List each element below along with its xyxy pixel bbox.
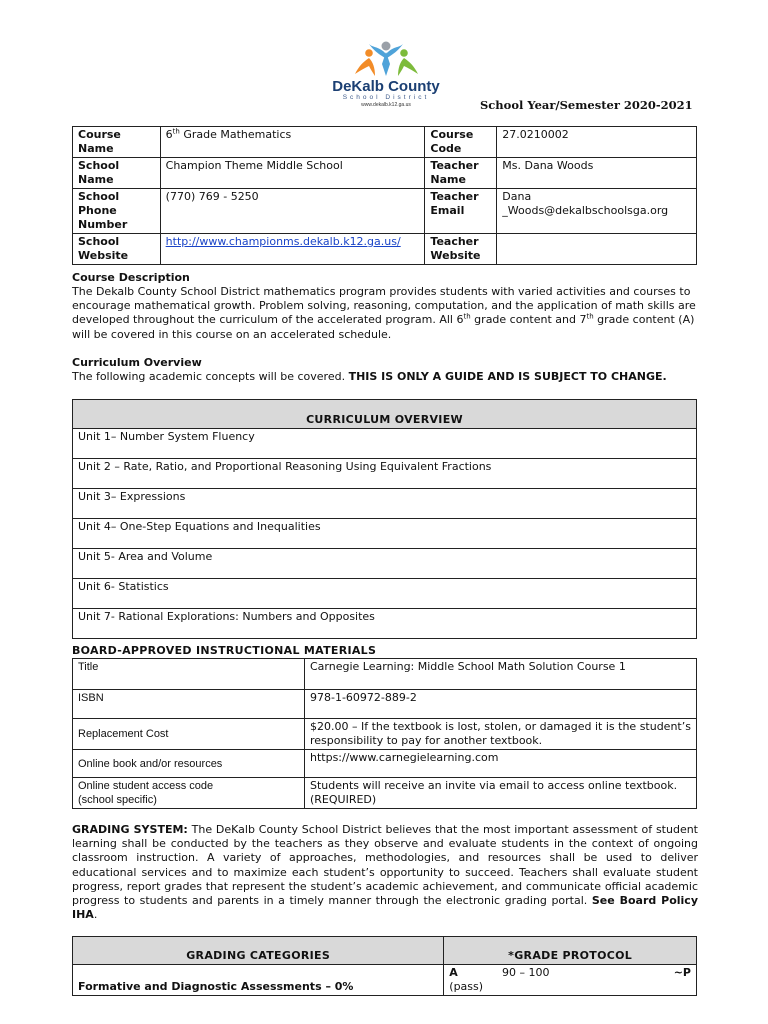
unit-2: Unit 2 – Rate, Ratio, and Proportional Reasoning Using Equivalent Fractions <box>73 459 697 489</box>
table-row <box>73 429 697 459</box>
grading-policy: See Board Policy IHA <box>72 894 698 922</box>
grading-categories-header: GRADING CATEGORIES <box>73 937 444 965</box>
materials-isbn-label: ISBN <box>73 690 305 719</box>
logo-subtitle: School District <box>342 94 430 101</box>
unit-4: Unit 4– One-Step Equations and Inequalities <box>73 519 697 549</box>
table-row <box>73 459 697 489</box>
logo-url: www.dekalb.k12.ga.us <box>361 102 411 108</box>
course-code-value: 27.0210002 <box>497 127 697 158</box>
table-row <box>73 609 697 639</box>
table-row <box>73 234 697 265</box>
grade-note: (pass) <box>449 980 484 993</box>
grading-lead: GRADING SYSTEM: <box>72 823 188 836</box>
district-logo-icon <box>341 40 431 78</box>
curriculum-table-header: CURRICULUM OVERVIEW <box>73 400 697 429</box>
course-description-heading: Course Description <box>72 271 190 284</box>
course-description-c: grade content (A) will be covered in this course on an accelerated schedule. <box>72 313 695 341</box>
school-name-label: School Name <box>73 158 161 189</box>
course-name-post: Grade Mathematics <box>179 128 292 141</box>
school-phone-value: (770) 769 - 5250 <box>160 189 425 234</box>
unit-1: Unit 1– Number System Fluency <box>73 429 697 459</box>
teacher-email-line2: _Woods@dekalbschoolsga.org <box>502 204 669 217</box>
materials-cost-value: $20.00 – If the textbook is lost, stolen, or damaged it is the student’s responsibility to pay for another textbook. <box>305 719 697 750</box>
course-description-a: The Dekalb County School District mathematics program provides students with varied activities and courses to encourage mathematical growth. Problem solving, reasoning, computation, and the application of math skills are developed throughout the curriculum of the accelerated program. All 6 <box>72 285 696 327</box>
table-row <box>73 750 697 778</box>
grading-category-formative: Formative and Diagnostic Assessments – 0% <box>73 965 444 996</box>
teacher-website-label: Teacher Website <box>425 234 497 265</box>
grade-letter: A <box>449 966 458 979</box>
school-website-label: School Website <box>73 234 161 265</box>
course-name-label: Course Name <box>73 127 161 158</box>
table-row <box>73 189 697 234</box>
table-row <box>73 579 697 609</box>
materials-title-value: Carnegie Learning: Middle School Math Solution Course 1 <box>305 659 697 690</box>
materials-heading: BOARD-APPROVED INSTRUCTIONAL MATERIALS <box>72 644 377 657</box>
table-header-row <box>73 937 697 965</box>
grade-protocol-header: *GRADE PROTOCOL <box>444 937 697 965</box>
table-row <box>73 719 697 750</box>
teacher-email-label: Teacher Email <box>425 189 497 234</box>
materials-online-value: https://www.carnegielearning.com <box>305 750 697 778</box>
curriculum-table <box>72 399 697 639</box>
teacher-website-value <box>497 234 697 265</box>
materials-title-label: Title <box>73 659 305 690</box>
grading-end: . <box>93 908 98 922</box>
curriculum-overview-intro <box>72 370 698 384</box>
school-year: School Year/Semester 2020-2021 <box>480 98 693 112</box>
curriculum-intro-text: The following academic concepts will be covered. <box>72 370 349 383</box>
grade-mark: ~P <box>673 966 691 979</box>
materials-table <box>72 658 697 809</box>
course-code-label: Course Code <box>425 127 497 158</box>
table-row <box>73 158 697 189</box>
course-description-b: grade content and 7 <box>470 313 587 327</box>
unit-6: Unit 6- Statistics <box>73 579 697 609</box>
district-logo <box>330 40 442 120</box>
unit-7: Unit 7- Rational Explorations: Numbers and Opposites <box>73 609 697 639</box>
materials-isbn-value: 978-1-60972-889-2 <box>305 690 697 719</box>
course-name-value <box>160 127 425 158</box>
table-row <box>73 549 697 579</box>
grading-body: The DeKalb County School District believes that the most important assessment of student learning shall be conducted by the teachers as they observe and evaluate students in the context of ongoing classroom instruction. A variety of approaches, methodologies, and resources shall be used to deliver educational services and to maximize each student’s opportunity to succeed. Teachers shall evaluate student progress, report grades that represent the student’s academic achievement, and communicate official academic progress to students and parents in a timely manner through the electronic grading portal. <box>72 823 698 908</box>
school-website-cell <box>160 234 425 265</box>
materials-access-value: Students will receive an invite via email to access online textbook. (REQUIRED) <box>305 778 697 809</box>
course-name-sup: th <box>172 127 180 136</box>
course-description-sup-b: th <box>586 312 594 321</box>
table-row <box>73 127 697 158</box>
grade-protocol-a <box>444 965 697 996</box>
course-info-table <box>72 126 697 265</box>
table-row <box>73 778 697 809</box>
table-row <box>73 519 697 549</box>
materials-access-label-1: Online student access code <box>78 780 214 792</box>
table-row <box>73 965 697 996</box>
grading-system-text <box>72 823 698 922</box>
school-name-value: Champion Theme Middle School <box>160 158 425 189</box>
materials-cost-label: Replacement Cost <box>73 719 305 750</box>
logo-title: DeKalb County <box>332 78 440 95</box>
materials-online-label: Online book and/or resources <box>73 750 305 778</box>
teacher-name-label: Teacher Name <box>425 158 497 189</box>
curriculum-intro-bold: THIS IS ONLY A GUIDE AND IS SUBJECT TO CHANGE. <box>348 370 667 383</box>
materials-access-label-2: (school specific) <box>78 794 157 806</box>
course-description-sup-a: th <box>463 312 471 321</box>
table-row <box>73 690 697 719</box>
unit-5: Unit 5- Area and Volume <box>73 549 697 579</box>
table-row <box>73 659 697 690</box>
grading-categories-table <box>72 936 697 996</box>
curriculum-overview-heading: Curriculum Overview <box>72 356 202 369</box>
table-header-row <box>73 400 697 429</box>
unit-3: Unit 3– Expressions <box>73 489 697 519</box>
teacher-email-value <box>497 189 697 234</box>
school-phone-label: School Phone Number <box>73 189 161 234</box>
grade-protocol-line <box>449 966 691 980</box>
teacher-email-line1: Dana <box>502 190 532 203</box>
table-row <box>73 489 697 519</box>
course-description-text <box>72 285 698 342</box>
grade-range: 90 – 100 <box>502 966 550 979</box>
course-name-pre: 6 <box>165 128 173 141</box>
teacher-name-value: Ms. Dana Woods <box>497 158 697 189</box>
materials-access-label <box>73 778 305 809</box>
school-website-link[interactable]: http://www.championms.dekalb.k12.ga.us/ <box>165 235 401 248</box>
